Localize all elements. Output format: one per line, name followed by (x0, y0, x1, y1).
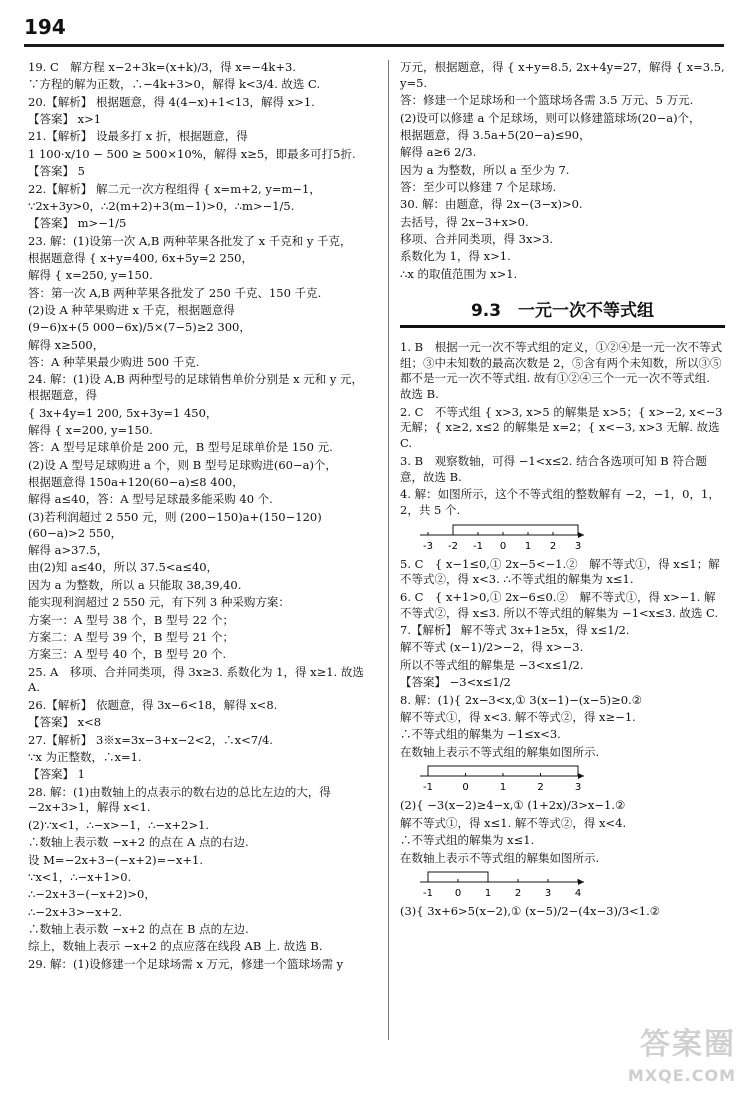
text-line: 在数轴上表示不等式组的解集如图所示. (400, 850, 600, 865)
tick-label: 1 (499, 782, 507, 794)
tick-label: 1 (524, 540, 532, 552)
text-line: 【答案】 5 (28, 164, 85, 179)
text-line: 移项、合并同类项，得 3x>3. (400, 232, 554, 247)
text-line: (3)若利润超过 2 550 元，则 (200−150)a+(150−120)(60−a)>2 550， (28, 509, 322, 540)
text-line: 解得 { x=250, y=150. (28, 268, 153, 283)
text-line: (2)设可以修建 a 个足球场，则可以修建篮球场(20−a)个， (400, 110, 701, 125)
text-line: 方案三：A 型号 40 个，B 型号 20 个. (28, 647, 227, 662)
text-line: 解不等式①，得 x≤1. 解不等式②，得 x<4. (400, 815, 627, 830)
text-line: 7.【解析】 解不等式 3x+1≥5x，得 x≤1/2. (400, 623, 630, 638)
text-line: 答：A 型号足球单价是 200 元，B 型号足球单价是 150 元. (28, 440, 333, 455)
text-line: ∴−2x+3>−x+2. (28, 904, 123, 919)
tick-label: -3 (423, 540, 433, 552)
text-line: 方案二：A 型号 39 个，B 型号 21 个； (28, 629, 234, 644)
text-line: (2)设 A 种苹果购进 x 千克，根据题意得 (28, 303, 235, 318)
solution-range (453, 525, 578, 535)
text-line: 答：至少可以修建 7 个足球场. (400, 180, 557, 195)
section-title: 9.3 一元一次不等式组 (400, 297, 725, 328)
text-line: 19. C 解方程 x−2+3k=(x+k)/3，得 x=−4k+3. (28, 60, 296, 74)
tick-label: -1 (423, 782, 433, 794)
text-line: 【答案】 m>−1/5 (28, 216, 127, 231)
numline-1-figure (418, 521, 588, 553)
tick-label: 2 (537, 782, 544, 794)
text-line: ∴不等式组的解集为 −1≤x<3. (400, 727, 561, 742)
text-line: ∴x 的取值范围为 x>1. (400, 266, 518, 281)
text-line: 6. C { x+1>0,① 2x−6≤0.② 解不等式①，得 x>−1. 解不等式②，得 x≤3. 所以不等式组的解集为 −1<x≤3. 故选 C. (400, 589, 719, 620)
right-bottom-block (400, 340, 725, 921)
header-rule (24, 44, 724, 47)
text-line: 28. 解：(1)由数轴上的点表示的数右边的总比左边的大，得 −2x+3>1，解得 x<1. (28, 784, 335, 815)
tick-label: 2 (549, 540, 557, 552)
text-line: 系数化为 1，得 x>1. (400, 249, 511, 264)
text-line: 由(2)知 a≤40，所以 37.5<a≤40， (28, 560, 219, 575)
text-line: 27.【解析】 3※x=3x−3+x−2<2，∴x<7/4. (28, 732, 273, 747)
text-line: 解得 a≤40，答：A 型号足球最多能采购 40 个. (28, 492, 273, 507)
text-line: 【答案】 x>1 (28, 112, 102, 127)
text-line: 所以不等式组的解集是 −3<x≤1/2. (400, 657, 584, 672)
text-line: 根据题意得 150a+120(60−a)≤8 400， (28, 475, 244, 490)
text-line: ∴数轴上表示数 −x+2 的点在 A 点的右边. (28, 835, 249, 850)
text-line: ∴不等式组的解集为 x≤1. (400, 833, 535, 848)
right-top-block (400, 60, 729, 283)
text-line: 【答案】 −3<x≤1/2 (400, 675, 511, 690)
text-line: 在数轴上表示不等式组的解集如图所示. (400, 744, 600, 759)
text-line: ∵方程的解为正数，∴−4k+3>0，解得 k<3/4. 故选 C. (28, 77, 321, 92)
page-number: 194 (24, 15, 66, 39)
text-line: 4. 解：如图所示，这个不等式组的整数解有 −2，−1，0，1，2，共 5 个. (400, 486, 720, 517)
text-line: 根据题意，得 3.5a+5(20−a)≤90， (400, 127, 591, 142)
left-column (28, 60, 373, 974)
column-divider (388, 60, 389, 1040)
text-line: 1 100·x/10 − 500 ≥ 500×10%，解得 x≥5，即最多可打5折. (28, 146, 356, 161)
tick-label: 0 (462, 782, 469, 794)
text-line: 30. 解：由题意，得 2x−(3−x)>0. (400, 197, 583, 212)
tick-label: 0 (499, 540, 507, 552)
text-line: ∵x 为正整数，∴x=1. (28, 749, 142, 764)
watermark-text-en: MXQE.COM (627, 1065, 736, 1085)
text-line: 5. C { x−1≤0,① 2x−5<−1.② 解不等式①，得 x≤1；解不等式②，得 x<3. ∴不等式组的解集为 x≤1. (400, 556, 720, 587)
text-line: 答：修建一个足球场和一个篮球场各需 3.5 万元、5 万元. (400, 93, 694, 108)
tick-label: 3 (574, 540, 582, 552)
text-line: 解得 a>37.5， (28, 543, 109, 558)
text-line: 22.【解析】 解二元一次方程组得 { x=m+2, y=m−1， (28, 181, 321, 196)
text-line: 解得 { x=200, y=150. (28, 423, 153, 438)
watermark-text-cn: 答案圈 (640, 1026, 736, 1062)
text-line: 解得 x≥500， (28, 337, 105, 352)
numline-3-figure (418, 868, 588, 900)
text-line: 1. B 根据一元一次不等式组的定义，①②④是一元一次不等式组；③中未知数的最高次数是 2，⑤含有两个未知数，所以③⑤都不是一元一次不等式组. 故有①②④三个一元一次不等式组. 故选 B. (400, 339, 723, 402)
text-line: 21.【解析】 设最多打 x 折，根据题意，得 (28, 129, 248, 144)
text-line: 3. B 观察数轴，可得 −1<x≤2. 结合各选项可知 B 符合题意，故选 B. (400, 453, 707, 484)
tick-label: 0 (454, 888, 462, 900)
tick-label: 4 (574, 888, 582, 900)
axis-arrow-icon (578, 879, 584, 885)
text-line: 26.【解析】 依题意，得 3x−6<18，解得 x<8. (28, 697, 278, 712)
text-line: 25. A 移项、合并同类项，得 3x≥3. 系数化为 1，得 x≥1. 故选 A. (28, 664, 368, 695)
text-line: ∵2x+3y>0，∴2(m+2)+3(m−1)>0，∴m>−1/5. (28, 198, 295, 213)
text-line: ∴−2x+3−(−x+2)>0， (28, 887, 156, 902)
text-line: 23. 解：(1)设第一次 A,B 两种苹果各批发了 x 千克和 y 千克， (28, 233, 352, 248)
right-column (400, 60, 729, 922)
text-line: 根据题意得 { x+y=400, 6x+5y=2 250， (28, 250, 253, 265)
text-line: 综上，数轴上表示 −x+2 的点应落在线段 AB 上. 故选 B. (28, 939, 323, 954)
tick-label: 3 (574, 782, 582, 794)
axis-arrow-icon (578, 532, 584, 538)
text-line: 【答案】 x<8 (28, 715, 102, 730)
text-line: (2)∵x<1，∴−x>−1，∴−x+2>1. (28, 817, 210, 832)
text-line: 去括号，得 2x−3+x>0. (400, 214, 529, 229)
tick-label: 3 (544, 888, 552, 900)
text-line: 答：A 种苹果最少购进 500 千克. (28, 355, 200, 370)
text-line: 24. 解：(1)设 A,B 两种型号的足球销售单价分别是 x 元和 y 元，根据题意，得 (28, 372, 364, 403)
text-line: (2){ −3(x−2)≥4−x,① (1+2x)/3>x−1.② (400, 798, 626, 813)
text-line: 20.【解析】 根据题意，得 4(4−x)+1<13，解得 x>1. (28, 94, 315, 109)
tick-label: 2 (514, 888, 522, 900)
numline-2-figure (418, 762, 588, 794)
text-line: ∵x<1，∴−x+1>0. (28, 869, 132, 884)
tick-label: 1 (484, 888, 492, 900)
text-line: 因为 a 为整数，所以 a 只能取 38,39,40. (28, 577, 242, 592)
text-line: ∴数轴上表示数 −x+2 的点在 B 点的左边. (28, 921, 249, 936)
tick-label: -1 (473, 540, 483, 552)
text-line: 解不等式 (x−1)/2>−2，得 x>−3. (400, 640, 584, 655)
text-line: 解得 a≥6 2/3. (400, 145, 477, 160)
tick-label: -1 (423, 888, 433, 900)
text-line: 万元，根据题意，得 { x+y=8.5, 2x+4y=27，解得 { x=3.5, y=5. (400, 60, 729, 90)
text-line: 【答案】 1 (28, 767, 85, 782)
text-line: 因为 a 为整数，所以 a 至少为 7. (400, 162, 570, 177)
text-line: 设 M=−2x+3−(−x+2)=−x+1. (28, 852, 204, 867)
axis-arrow-icon (578, 773, 584, 779)
watermark-logo (628, 1024, 736, 1087)
text-line: (2)设 A 型号足球购进 a 个，则 B 型号足球购进(60−a)个， (28, 457, 337, 472)
text-line: 能实现利润超过 2 550 元，有下列 3 种采购方案： (28, 595, 290, 610)
text-line: 8. 解：(1){ 2x−3<x,① 3(x−1)−(x−5)≥0.② (400, 692, 643, 707)
text-line: (3){ 3x+6>5(x−2),① (x−5)/2−(4x−3)/3<1.② (400, 904, 661, 919)
tick-label: -2 (448, 540, 458, 552)
text-line: 方案一：A 型号 38 个，B 型号 22 个； (28, 612, 234, 627)
text-line: 答：第一次 A,B 两种苹果各批发了 250 千克、150 千克. (28, 285, 322, 300)
text-line: 解不等式①，得 x<3. 解不等式②，得 x≥−1. (400, 709, 636, 724)
text-line: 2. C 不等式组 { x>3, x>5 的解集是 x>5；{ x>−2, x<−3 无解；{ x≥2, x≤2 的解集是 x=2；{ x<−3, x>3 无解. 故选 C. (400, 404, 727, 451)
text-line: 29. 解：(1)设修建一个足球场需 x 万元，修建一个篮球场需 y (28, 956, 344, 971)
text-line: { 3x+4y=1 200, 5x+3y=1 450， (28, 405, 218, 420)
text-line: (9−6)x+(5 000−6x)/5×(7−5)≥2 300， (28, 320, 251, 335)
